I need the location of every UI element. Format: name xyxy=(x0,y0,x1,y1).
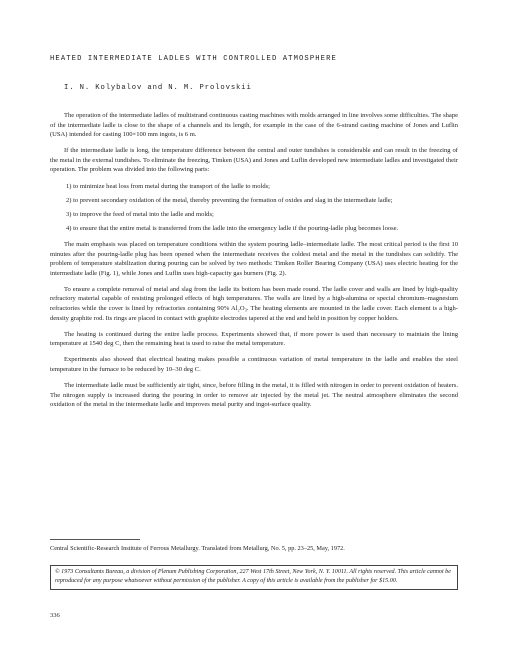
paragraph-temperature: The main emphasis was placed on temperature conditions within the system pouring ladle–intermediate ladle. The most critical period is the first 10 minutes after the pouring-ladle plug has been opened when the intermediate receives the coldest metal and the metal in the tundishes can solidify. The problem of temperature stabilization during pouring can be solved by two methods: Timken Roller Bearing Company (USA) uses electric heating for the intermediate ladle (Fig. 1), while Jones and Luflin uses high-capacity gas burners (Fig. 2). xyxy=(50,240,458,277)
copyright-notice: © 1973 Consultants Bureau, a division of Plenum Publishing Corporation, 227 West 17th Street, New York, N. Y. 10011. All rights reserved. This article cannot be reproduced for any purpose whatsoever without permission of the publisher. A copy of this article is available from the publisher for $15.00. xyxy=(50,565,458,590)
paragraph-atmosphere: The intermediate ladle must be sufficiently air tight, since, before filling in the metal, it is filled with nitrogen in order to prevent oxidation of heaters. The nitrogen supply is increased during the pouring in order to remove air injected by the metal jet. The neutral atmosphere eliminates the second oxidation of the metal in the intermediate ladle and improves metal purity and ingot-surface quality. xyxy=(50,382,458,409)
paragraph-problem: If the intermediate ladle is long, the temperature difference between the central and outer tundishes is considerable and can result in the freezing of the metal in the external tundishes. To eliminate the freezing, Timken (USA) and Jones and Luflin developed new intermediate ladles and investigated their operation. The problem was divided into the following parts: xyxy=(50,147,458,174)
article-authors: I. N. Kolybalov and N. M. Prolovskii xyxy=(64,84,252,92)
list-item: 4) to ensure that the entire metal is transferred from the ladle into the emergency ladle if the pouring-ladle plug becomes loose. xyxy=(66,224,399,232)
problem-list xyxy=(50,182,458,234)
paragraph-experiments: Experiments also showed that electrical heating makes possible a continuous variation of metal temperature in the ladle and enables the steel temperature in the furnace to be reduced by 10–30 deg C. xyxy=(50,356,458,373)
list-item: 2) to prevent secondary oxidation of the metal, thereby preventing the formation of oxides and slag in the intermediate ladle; xyxy=(66,196,393,204)
paragraph-lining: To ensure a complete removal of metal and slag from the ladle its bottom has been made round. The ladle cover and walls are lined by high-quality refractory material capable of resisting prolonged effects of high temperatures. The walls are lined by a high-alumina or special chromium–magnesium refractories while the cover is lined by refractories containing 90% Al₂O₃. The heating elements are mounted in the ladle cover. Each element is a high-density graphite rod. Its rings are placed in contact with graphite electrodes tapered at the end and held in position by copper holders. xyxy=(50,285,458,322)
page-number: 336 xyxy=(50,612,60,619)
article-body xyxy=(50,111,458,416)
article-title: HEATED INTERMEDIATE LADLES WITH CONTROLLED ATMOSPHERE xyxy=(50,55,337,63)
footnote: Central Scientific-Research Institute of Ferrous Metallurgy. Translated from Metallurg, No. 5, pp. 23–25, May, 1972. xyxy=(50,545,345,552)
footnote-divider xyxy=(50,539,140,540)
paragraph-intro: The operation of the intermediate ladles of multistrand continuous casting machines with molds arranged in line involves some difficulties. The shape of the intermediate ladle is close to the shape of a channels and its length, for example in the case of the 6-strand casting machine of Jones and Luflin (USA) intended for casting 100×100 mm ingots, is 6 m. xyxy=(50,112,458,139)
list-item: 1) to minimize heat loss from metal during the transport of the ladle to molds; xyxy=(66,182,271,190)
paragraph-heating: The heating is continued during the entire ladle process. Experiments showed that, if more power is used than necessary to maintain the lining temperature at 1540 deg C, then the remaining heat is used to raise the metal temperature. xyxy=(50,330,458,348)
list-item: 3) to improve the feed of metal into the ladle and molds; xyxy=(66,210,214,218)
